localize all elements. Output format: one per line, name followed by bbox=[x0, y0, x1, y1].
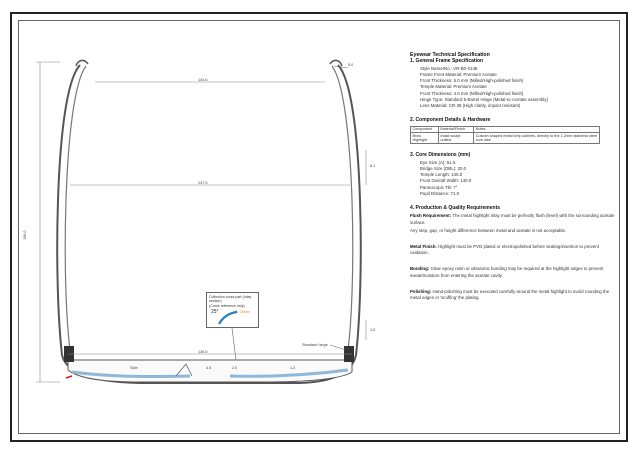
left-temple-tip bbox=[76, 60, 88, 66]
flush-text: The metal highlight inlay must be perfectly flush (level) with the surrounding acetate surface. bbox=[410, 213, 615, 225]
polishing-label: Polishing: bbox=[410, 288, 432, 294]
table-cell: Inlaid sculpt outline bbox=[438, 133, 473, 144]
callout-note: R=25mm bbox=[235, 310, 250, 315]
dim-right-label: 8.1 bbox=[370, 164, 376, 168]
spec-title: Eyewear Technical Specification bbox=[410, 52, 490, 58]
section-2-title: 2. Component Details & Hardware bbox=[410, 117, 491, 124]
list-item: Lens Material: CR-39 (High clarity, impact resistant) bbox=[420, 103, 521, 109]
callout-subtitle: (Curve reference only) bbox=[209, 303, 245, 308]
list-item: Front Thickness: 6.0 mm (Milled/High-polished finish) bbox=[420, 78, 524, 84]
tip-label: 5.0 bbox=[348, 63, 354, 67]
section-callout bbox=[206, 292, 259, 328]
dim-mid-label: 137.5 bbox=[198, 181, 208, 185]
bottom-bar bbox=[68, 360, 352, 382]
bonding-paragraph bbox=[410, 266, 615, 278]
dim-top-label: 144.6 bbox=[198, 78, 208, 82]
list-item: Eye Size (A): 51.5 bbox=[420, 159, 456, 165]
list-item: Front Overall Width: 140.0 bbox=[420, 178, 472, 184]
frame-outline bbox=[57, 65, 361, 383]
table-header-cell: Component bbox=[411, 126, 439, 133]
list-item: Front Thickness: 4.0 mm (Milled/High-polished finish) bbox=[420, 90, 524, 96]
list-item: Pantoscopic Tilt: 7° bbox=[420, 184, 458, 190]
list-item: Style Name/No.: VR-B0-0148 bbox=[420, 65, 478, 71]
table-header-cell: Notes bbox=[474, 126, 600, 133]
right-temple-tip bbox=[330, 60, 342, 66]
dim-small-label: 1.5 bbox=[370, 328, 376, 332]
section-4-title: 4. Production & Quality Requirements bbox=[410, 205, 501, 212]
list-item: Pupil Distance: 71.0 bbox=[420, 190, 460, 196]
section-3-list bbox=[420, 160, 615, 197]
callout-angle: 25° bbox=[211, 309, 219, 316]
hinge-label: Standard hinge bbox=[302, 343, 328, 347]
dim-d3-label: 1.2 bbox=[290, 366, 296, 370]
list-item: Frame Front Material: Premium Acetate bbox=[420, 72, 497, 78]
list-item: Temple Length: 146.0 bbox=[420, 172, 463, 178]
callout-leader bbox=[232, 328, 236, 360]
flush-paragraph bbox=[410, 213, 615, 225]
polishing-paragraph bbox=[410, 289, 615, 301]
table-cell: Brow Highlight bbox=[411, 133, 439, 144]
dim-d1-label: 4.5 bbox=[206, 366, 212, 370]
section-1-title: 1. General Frame Specification bbox=[410, 58, 484, 65]
dim-d4-label: Side bbox=[130, 366, 138, 370]
table-header-row bbox=[411, 126, 600, 133]
dim-bottom-label: 138.5 bbox=[198, 350, 208, 354]
table-header-cell: Material/Finish bbox=[438, 126, 473, 133]
red-marker bbox=[66, 376, 72, 378]
section-3-title: 3. Core Dimensions (mm) bbox=[410, 152, 471, 159]
callout-arc bbox=[209, 309, 257, 325]
bonding-label: Bonding: bbox=[410, 266, 430, 272]
section-1-list bbox=[420, 66, 615, 109]
table-cell: Custom shaped metal strip outlines, directly to the 1.2mm stainless steel core wire bbox=[474, 133, 600, 144]
flush-paragraph-2: Any step, gap, or height difference between metal and acetate is not acceptable. bbox=[410, 227, 567, 233]
list-item: Bridge Size (DBL): 20.0 bbox=[420, 166, 467, 172]
component-table bbox=[410, 126, 600, 145]
spec-panel bbox=[410, 52, 615, 301]
list-item: Hinge Type: Standard 5-Barrel Hinge (Metal-to-Acetate assembly) bbox=[420, 96, 549, 102]
dim-height-label: 156.0 bbox=[23, 230, 27, 240]
bonding-text: Clear epoxy resin or ultrasonic bonding may be required at the highlight edges to prevent sweat/moisture from entering the acetate cavity. bbox=[410, 266, 604, 278]
flush-label: Flush Requirement: bbox=[410, 213, 452, 219]
callout-title: Collection cross part (Inlay section) bbox=[209, 295, 252, 304]
metal-text: Highlight must be PVD plated or electropolished before seating/insertion to prevent oxidation. bbox=[410, 244, 599, 256]
polishing-text: Hand-polishing must be executed carefully around the metal highlight to avoid rounding the metal edges or 'scuffing' the plating. bbox=[410, 288, 610, 301]
list-item: Temple Material: Premium Acetate bbox=[420, 84, 487, 90]
hinge-leader bbox=[330, 345, 346, 350]
metal-paragraph bbox=[410, 244, 615, 256]
metal-label: Metal Finish: bbox=[410, 244, 437, 250]
table-row bbox=[411, 133, 600, 144]
dim-d2-label: 2.0 bbox=[232, 366, 238, 370]
